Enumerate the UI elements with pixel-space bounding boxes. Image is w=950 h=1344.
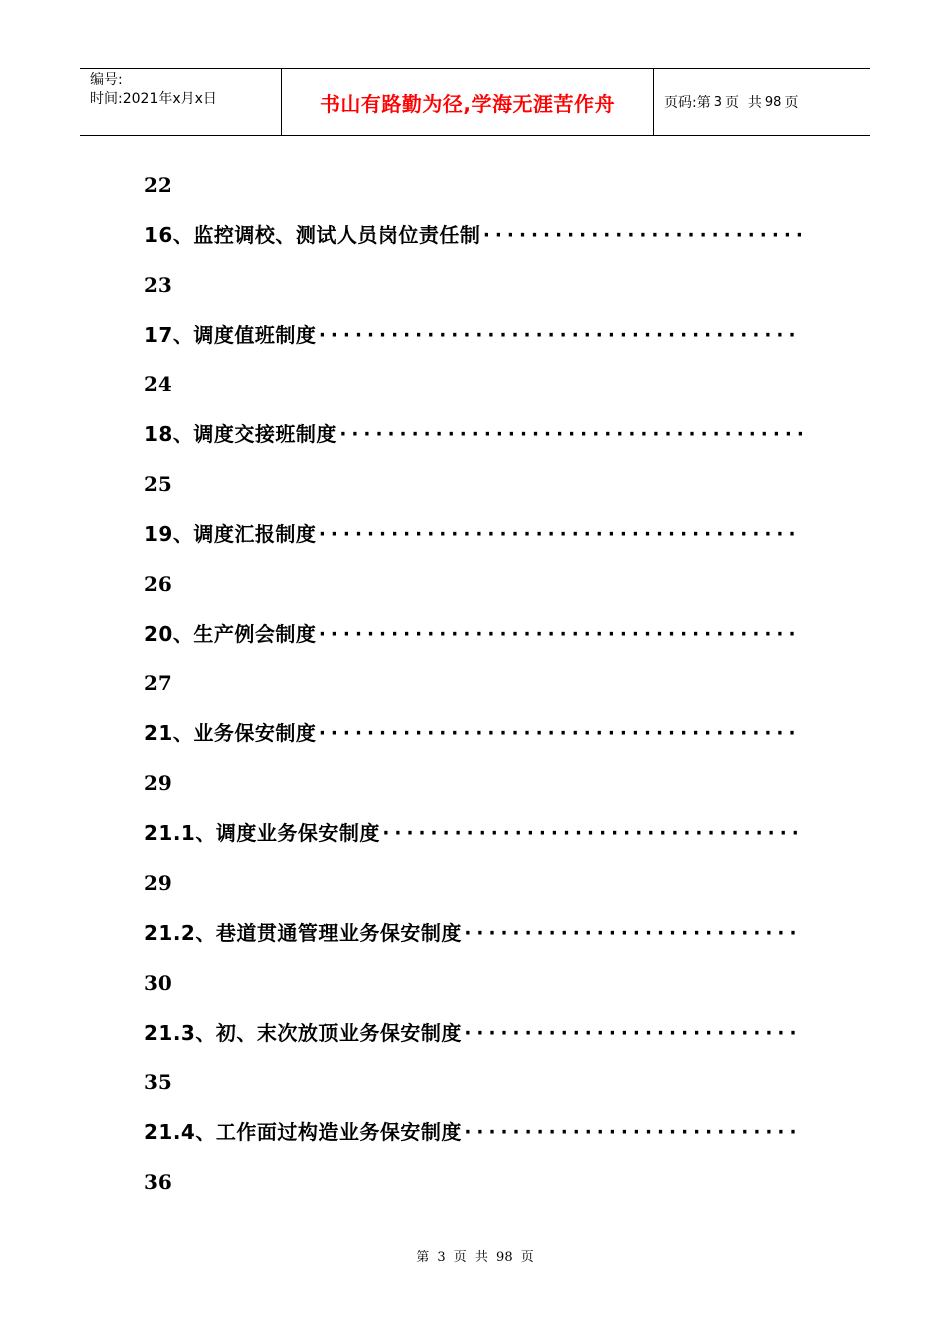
toc-item <box>144 1157 824 1257</box>
toc-page-number: 25 <box>144 472 172 497</box>
document-time-label: 时间:2021年x月x日 <box>90 91 217 107</box>
dot-leader: ········································ <box>316 522 798 547</box>
page-footer <box>0 1246 950 1265</box>
dot-leader: ··························· <box>480 223 806 247</box>
dot-leader: ···························· <box>461 920 800 945</box>
page-suffix: 页 <box>784 95 799 111</box>
toc-item <box>144 758 824 858</box>
toc-item <box>144 459 824 559</box>
toc-entry-title: 21.4、工作面过构造业务保安制度 <box>144 1120 462 1145</box>
toc-entry-title: 21、业务保安制度 <box>144 721 317 746</box>
dot-leader: ···························· <box>461 1120 800 1145</box>
dot-leader: ········································ <box>316 322 798 347</box>
toc-entry[interactable] <box>144 409 806 459</box>
toc-item <box>144 359 824 459</box>
toc-page-number: 29 <box>144 771 172 796</box>
toc-entry-title: 21.3、初、末次放顶业务保安制度 <box>144 1020 462 1045</box>
dot-leader: ···························· <box>461 1020 800 1045</box>
toc-page-number: 26 <box>144 571 172 596</box>
document-number-label: 编号: <box>90 72 123 88</box>
footer-page-info: 第 3 页 共 98 页 <box>416 1250 534 1265</box>
dot-leader: ········································ <box>316 621 798 646</box>
toc-item <box>144 1057 824 1157</box>
toc-entry[interactable] <box>144 808 806 858</box>
toc-page-number: 23 <box>144 272 172 297</box>
toc-entry-title: 18、调度交接班制度 <box>144 422 337 447</box>
toc-entry[interactable] <box>144 708 806 758</box>
toc-entry[interactable] <box>144 310 806 360</box>
toc-item <box>144 260 824 360</box>
toc-entry[interactable] <box>144 210 806 260</box>
page-header <box>80 68 870 136</box>
toc-entry-title: 16、监控调校、测试人员岗位责任制 <box>144 223 481 247</box>
toc-entry[interactable] <box>144 1008 806 1058</box>
page-total: 98 <box>764 94 782 110</box>
header-page-info <box>654 69 870 135</box>
toc-entry[interactable] <box>144 509 806 559</box>
toc-page-number: 36 <box>144 1169 172 1194</box>
table-of-contents <box>144 160 824 1257</box>
toc-page-number: 24 <box>144 372 172 397</box>
toc-page-number: 35 <box>144 1070 172 1095</box>
toc-item <box>144 160 824 260</box>
toc-item <box>144 958 824 1058</box>
toc-page-number: 29 <box>144 870 172 895</box>
motto-text: 书山有路勤为径,学海无涯苦作舟 <box>319 91 616 116</box>
toc-entry[interactable] <box>144 609 806 659</box>
toc-item <box>144 858 824 958</box>
page-mid: 页 共 <box>725 95 762 111</box>
toc-entry-title: 21.2、巷道贯通管理业务保安制度 <box>144 920 462 945</box>
toc-page-number: 30 <box>144 970 172 995</box>
toc-entry[interactable] <box>144 1107 806 1157</box>
toc-entry-title: 19、调度汇报制度 <box>144 522 317 547</box>
dot-leader: ······································· <box>336 422 806 447</box>
toc-entry-title: 17、调度值班制度 <box>144 322 317 347</box>
toc-item <box>144 658 824 758</box>
toc-entry[interactable] <box>144 908 806 958</box>
toc-entry-title: 21.1、调度业务保安制度 <box>144 821 380 846</box>
dot-leader: ········································ <box>316 721 798 746</box>
header-meta <box>80 69 282 135</box>
toc-page-number: 27 <box>144 671 172 696</box>
header-motto <box>282 69 654 135</box>
toc-page-number: 22 <box>144 173 172 197</box>
dot-leader: ··································· <box>379 821 802 846</box>
page-prefix: 页码:第 <box>664 95 711 111</box>
page-current: 3 <box>713 94 722 110</box>
toc-item <box>144 559 824 659</box>
toc-entry-title: 20、生产例会制度 <box>144 621 317 646</box>
